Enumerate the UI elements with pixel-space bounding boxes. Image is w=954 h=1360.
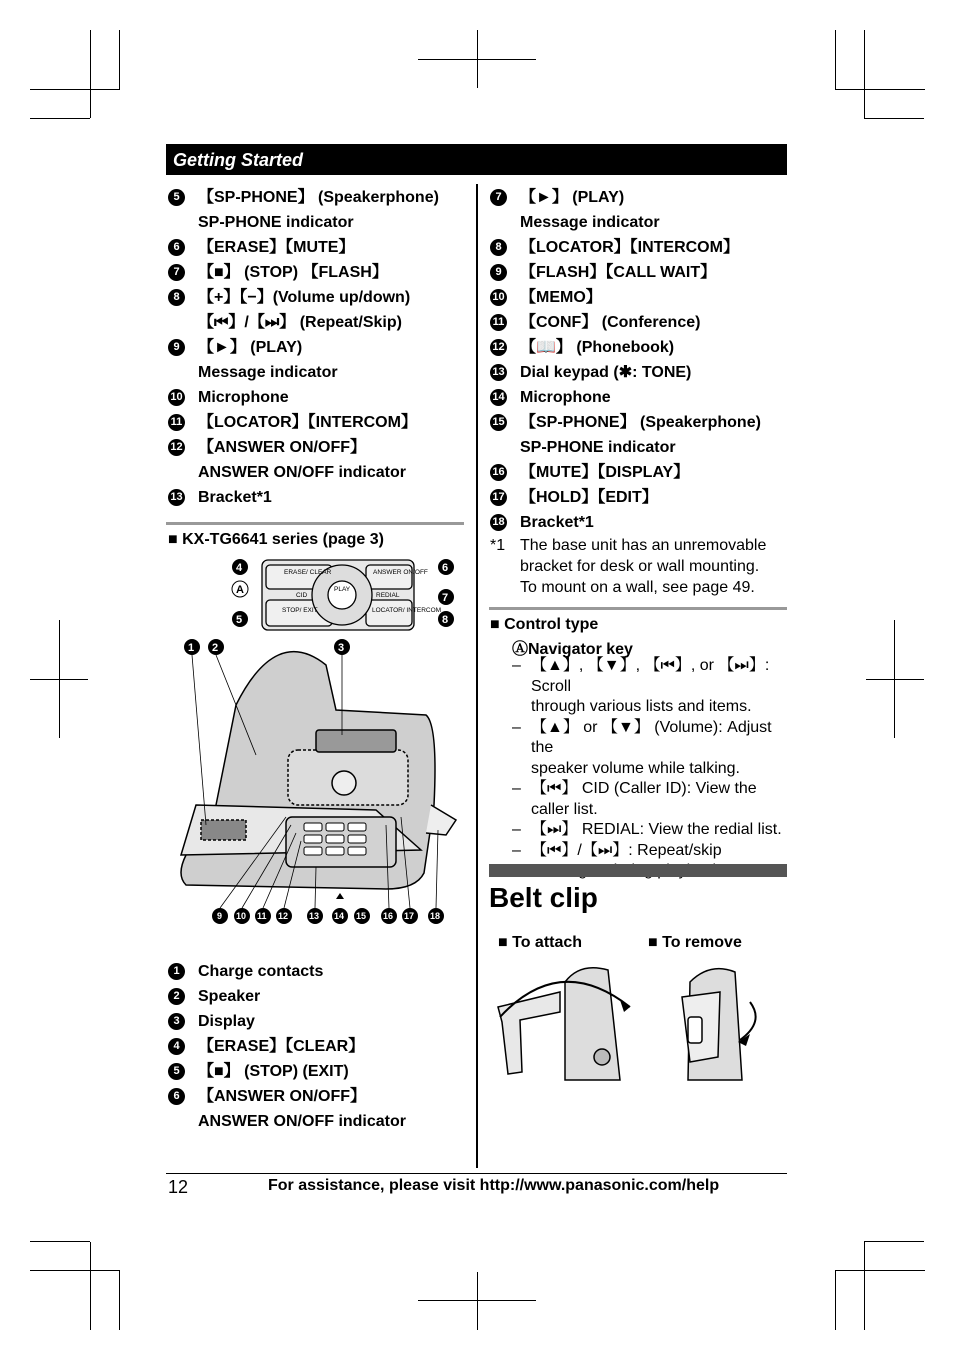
item-number-badge: 6 — [168, 1088, 185, 1105]
item-text: SP-PHONE indicator — [198, 214, 354, 231]
callout-10: 10 — [236, 911, 247, 921]
callout-9: 9 — [217, 911, 223, 921]
item-number-badge: 9 — [490, 264, 507, 281]
item-number-badge: 18 — [490, 514, 507, 531]
item-text: 【FLASH】【CALL WAIT】 — [520, 264, 717, 281]
list-item — [168, 959, 468, 984]
footnote-line: bracket for desk or wall mounting. — [520, 558, 760, 575]
item-text: ANSWER ON/OFF indicator — [198, 464, 406, 481]
list-item — [490, 235, 790, 260]
list-item — [490, 335, 790, 360]
callout-15: 15 — [356, 911, 367, 921]
left-bottom-list — [168, 959, 468, 1134]
item-text: 【SP-PHONE】 (Speakerphone) — [520, 414, 761, 431]
item-text: 【📖】 (Phonebook) — [520, 339, 675, 356]
footnote-mark: *1 — [490, 537, 506, 554]
item-text: Message indicator — [198, 364, 338, 381]
item-number-badge: 7 — [490, 189, 507, 206]
callout-13: 13 — [309, 911, 320, 921]
callout-8: 8 — [442, 614, 449, 626]
item-number-badge: 4 — [168, 1038, 185, 1055]
crop-mark — [418, 1300, 536, 1301]
crop-mark — [119, 1270, 120, 1330]
list-item — [168, 385, 468, 410]
item-number-badge: 7 — [168, 264, 185, 281]
keypad — [304, 823, 366, 855]
crop-mark — [30, 679, 88, 680]
callout-2: 2 — [212, 642, 219, 654]
key-redial: REDIAL — [376, 592, 400, 599]
crop-mark — [30, 1241, 90, 1242]
list-item — [490, 510, 790, 535]
crop-mark — [30, 118, 90, 119]
item-text: 【⏮】/【⏭】 (Repeat/Skip) — [198, 314, 402, 331]
crop-mark — [90, 30, 91, 118]
list-item — [168, 1059, 468, 1084]
navigator-item-text: 【⏮】 CID (Caller ID): View the — [531, 780, 757, 797]
item-text: 【MUTE】【DISPLAY】 — [520, 464, 690, 481]
item-number-badge: 12 — [490, 339, 507, 356]
navigator-key-list — [512, 656, 788, 882]
list-item — [168, 1034, 468, 1059]
crop-mark — [119, 30, 120, 90]
list-item — [168, 1009, 468, 1034]
navigator-list-item: – 【⏮】/【⏭】: Repeat/skip — [512, 841, 788, 882]
callout-3: 3 — [338, 642, 345, 654]
key-erase: ERASE/ CLEAR — [284, 569, 332, 576]
item-text: 【■】 (STOP) (EXIT) — [198, 1063, 349, 1080]
item-text: 【ANSWER ON/OFF】 — [198, 1088, 366, 1105]
item-number-badge: 13 — [490, 364, 507, 381]
item-text: Microphone — [198, 389, 289, 406]
list-item — [168, 185, 468, 235]
navigator-item-text: caller list. — [531, 800, 598, 818]
item-text: 【MEMO】 — [520, 289, 602, 306]
list-item — [168, 235, 468, 260]
column-divider — [476, 184, 478, 1168]
callout-11: 11 — [257, 911, 267, 921]
list-item — [490, 385, 790, 410]
callout-1: 1 — [188, 642, 195, 654]
navigator-list-item: – 【▲】 or 【▼】 (Volume): Adjust the speaker volume while talking. — [512, 718, 788, 780]
navigator-item-text: 【⏮】/【⏭】: Repeat/skip — [531, 841, 722, 859]
callout-6: 6 — [442, 562, 449, 574]
control-type-heading: ■ Control type — [490, 616, 599, 633]
navigator-item-text: 【▲】 or 【▼】 (Volume): Adjust the — [531, 718, 772, 756]
list-item — [168, 1084, 468, 1134]
crop-mark — [30, 1270, 120, 1271]
item-number-badge: 1 — [168, 963, 185, 980]
key-stop: STOP/ EXIT — [282, 607, 318, 614]
item-text: 【ERASE】【MUTE】 — [198, 239, 355, 256]
callout-17: 17 — [404, 911, 415, 921]
item-text: 【SP-PHONE】 (Speakerphone) — [198, 189, 439, 206]
callout-16: 16 — [383, 911, 394, 921]
item-text: 【►】 (PLAY) — [198, 339, 303, 356]
list-item — [168, 410, 468, 435]
item-number-badge: 8 — [168, 289, 185, 306]
key-answer: ANSWER ON/OFF — [373, 569, 428, 576]
item-number-badge: 8 — [490, 239, 507, 256]
callout-12: 12 — [278, 911, 289, 921]
footnote — [490, 535, 786, 598]
base-unit-diagram — [176, 555, 466, 930]
key-cid: CID — [296, 592, 308, 599]
list-item — [490, 185, 790, 235]
left-top-list — [168, 185, 468, 510]
navigator-item-text: speaker volume while talking. — [531, 759, 740, 777]
item-text: 【LOCATOR】【INTERCOM】 — [520, 239, 739, 256]
item-number-badge: 11 — [490, 314, 507, 331]
item-number-badge: 12 — [168, 439, 185, 456]
to-attach-heading: ■ To attach — [498, 934, 583, 951]
callout-7: 7 — [442, 592, 449, 604]
item-number-badge: 17 — [490, 489, 507, 506]
item-text: Display — [198, 1013, 255, 1030]
item-number-badge: 5 — [168, 1063, 185, 1080]
right-list — [490, 185, 790, 535]
item-number-badge: 14 — [490, 389, 507, 406]
belt-clip-attach-illustration — [490, 962, 640, 1082]
item-text: 【CONF】 (Conference) — [520, 314, 701, 331]
arrow-icon — [620, 1000, 630, 1012]
list-item — [490, 360, 790, 385]
navigator-item-text: 【▲】, 【▼】, 【⏮】, or 【⏭】: Scroll — [531, 657, 770, 695]
item-text: Message indicator — [520, 214, 660, 231]
list-item — [168, 285, 468, 335]
crop-mark — [418, 59, 536, 60]
crop-mark — [864, 118, 924, 119]
section-rule — [489, 607, 787, 610]
navigator-key-heading: ⒶNavigator key — [512, 641, 633, 658]
crop-mark — [835, 30, 836, 90]
item-text: 【■】 (STOP) 【FLASH】 — [198, 264, 388, 281]
list-item — [490, 410, 790, 460]
list-item — [168, 984, 468, 1009]
crop-mark — [864, 30, 865, 118]
crop-mark — [835, 1270, 836, 1330]
belt-clip-remove-illustration — [680, 962, 780, 1082]
assistance-footer: For assistance, please visit http://www.panasonic.com/help — [268, 1177, 720, 1194]
list-item — [490, 485, 790, 510]
item-number-badge: 6 — [168, 239, 185, 256]
callout-4: 4 — [236, 562, 243, 574]
navigator-item-text: through various lists and items. — [531, 698, 752, 715]
crop-mark — [864, 1241, 924, 1242]
list-item — [168, 260, 468, 285]
item-text: 【►】 (PLAY) — [520, 189, 625, 206]
footnote-line: The base unit has an unremovable — [520, 537, 767, 554]
item-text: ANSWER ON/OFF indicator — [198, 1113, 406, 1130]
item-text: 【ERASE】【CLEAR】 — [198, 1038, 365, 1055]
item-text: Microphone — [520, 389, 611, 406]
crop-mark — [90, 1242, 91, 1330]
list-item — [490, 310, 790, 335]
list-item — [168, 335, 468, 385]
item-text: 【ANSWER ON/OFF】 — [198, 439, 366, 456]
navigator-list-item: – 【⏮】 CID (Caller ID): View the caller list. — [512, 779, 788, 820]
item-number-badge: 10 — [168, 389, 185, 406]
item-text: 【+】【−】(Volume up/down) — [198, 289, 411, 306]
callout-14: 14 — [334, 911, 345, 921]
callout-a: A — [236, 584, 244, 596]
section-header — [166, 144, 787, 175]
callout-5: 5 — [236, 614, 243, 626]
section-rule — [166, 522, 464, 525]
item-number-badge: 10 — [490, 289, 507, 306]
footnote-line: To mount on a wall, see page 49. — [520, 579, 755, 596]
crop-mark — [864, 1242, 865, 1330]
microphone-arrow-icon — [336, 893, 344, 899]
belt-clip-title: Belt clip — [489, 882, 598, 913]
item-number-badge: 5 — [168, 189, 185, 206]
key-play: PLAY — [334, 586, 351, 593]
series-heading: ■ KX-TG6641 series (page 3) — [168, 531, 384, 548]
section-title: Getting Started — [173, 150, 304, 170]
crop-mark — [835, 1270, 925, 1271]
item-text: Dial keypad (✱: TONE) — [520, 364, 692, 381]
crop-mark — [477, 1272, 478, 1330]
item-number-badge: 2 — [168, 988, 185, 1005]
section-bar — [489, 864, 787, 877]
item-number-badge: 11 — [168, 414, 185, 431]
navigator-list-item: – 【⏭】 REDIAL: View the redial list. — [512, 820, 788, 841]
list-item — [490, 260, 790, 285]
item-text: 【LOCATOR】【INTERCOM】 — [198, 414, 417, 431]
item-number-badge: 16 — [490, 464, 507, 481]
navigator-list-item: – 【▲】, 【▼】, 【⏮】, or 【⏭】: Scroll through various lists and items. — [512, 656, 788, 718]
item-number-badge: 15 — [490, 414, 507, 431]
navigator-item-text: 【⏭】 REDIAL: View the redial list. — [531, 821, 782, 838]
list-item — [168, 435, 468, 485]
footer-rule — [166, 1173, 787, 1174]
item-number-badge: 13 — [168, 489, 185, 506]
list-item — [490, 460, 790, 485]
item-text: 【HOLD】【EDIT】 — [520, 489, 658, 506]
item-number-badge: 9 — [168, 339, 185, 356]
item-text: Bracket*1 — [520, 514, 594, 531]
crop-mark — [835, 89, 925, 90]
callout-18: 18 — [430, 911, 441, 921]
key-locator: LOCATOR/ INTERCOM — [372, 607, 442, 614]
page-number: 12 — [168, 1177, 189, 1197]
item-number-badge: 3 — [168, 1013, 185, 1030]
item-text: SP-PHONE indicator — [520, 439, 676, 456]
item-text: Speaker — [198, 988, 261, 1005]
list-item — [490, 285, 790, 310]
item-text: Bracket*1 — [198, 489, 272, 506]
list-item — [168, 485, 468, 510]
to-remove-heading: ■ To remove — [648, 934, 742, 951]
item-text: Charge contacts — [198, 963, 324, 980]
crop-mark — [866, 679, 924, 680]
crop-mark — [30, 89, 120, 90]
